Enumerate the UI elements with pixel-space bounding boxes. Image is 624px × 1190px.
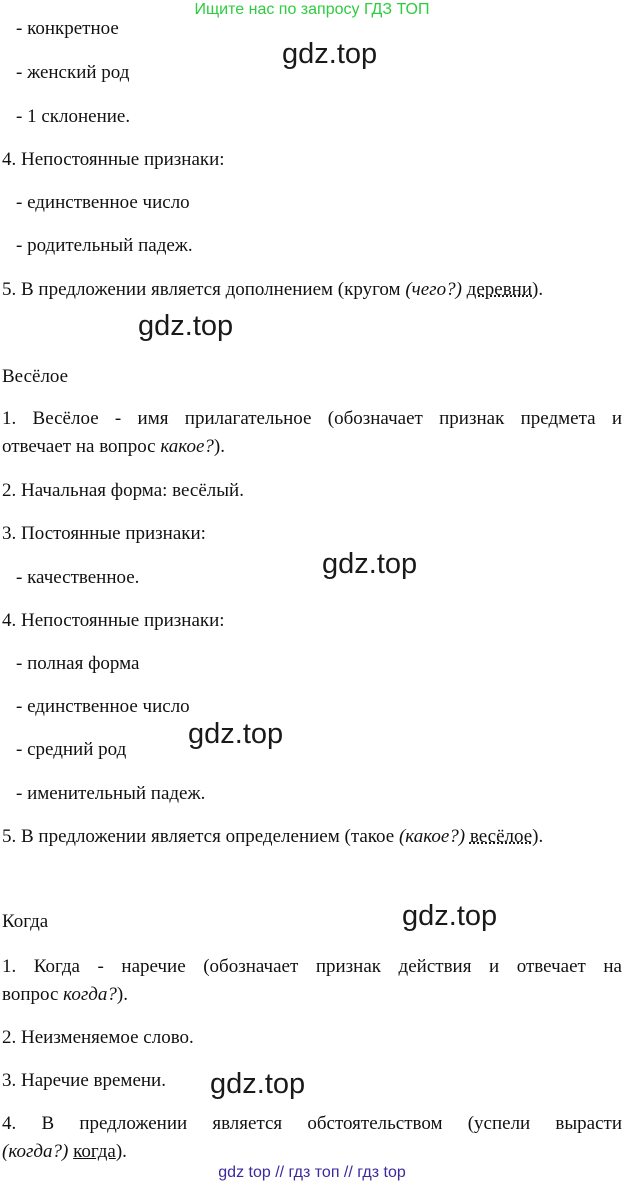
text-line: - именительный падеж. (16, 783, 206, 804)
text-line: 1. Весёлое - имя прилагательное (обозначает признак предмета и (2, 408, 622, 429)
text-line: 4. Непостоянные признаки: (2, 149, 225, 170)
watermark: gdz.top (282, 38, 378, 70)
watermark: gdz.top (210, 1068, 306, 1100)
section-title: Весёлое (2, 366, 69, 387)
text-line: - полная форма (16, 653, 140, 674)
text-line: 5. В предложении является дополнением (кругом (чего?) деревни). (2, 279, 544, 300)
text-line: - женский род (16, 62, 130, 83)
text-line: отвечает на вопрос какое?). (2, 436, 225, 457)
text-line: 4. В предложении является обстоятельством (успели вырасти (2, 1113, 622, 1134)
text-line: 5. В предложении является определением (такое (какое?) весёлое). (2, 826, 544, 847)
text-line: - родительный падеж. (16, 235, 193, 256)
text-line: 3. Постоянные признаки: (2, 523, 206, 544)
text-line: 2. Неизменяемое слово. (2, 1027, 194, 1048)
text-line: - единственное число (16, 192, 190, 213)
section-title: Когда (2, 911, 49, 932)
text-line: 2. Начальная форма: весёлый. (2, 480, 244, 501)
text-line: - качественное. (16, 567, 140, 588)
watermark: gdz.top (138, 310, 234, 342)
watermark: gdz.top (402, 900, 498, 932)
text-line: - конкретное (16, 18, 119, 39)
header-banner: Ищите нас по запросу ГДЗ ТОП (194, 1, 430, 18)
watermark: gdz.top (188, 718, 284, 750)
text-line: - средний род (16, 739, 127, 760)
text-line: 4. Непостоянные признаки: (2, 610, 225, 631)
text-line: 1. Когда - наречие (обозначает признак действия и отвечает на (2, 956, 622, 977)
footer-banner: gdz top // гдз топ // гдз top (218, 1164, 406, 1181)
text-line: (когда?) когда). (2, 1141, 127, 1162)
text-line: вопрос когда?). (2, 984, 128, 1005)
text-line: - 1 склонение. (16, 106, 131, 127)
text-line: 3. Наречие времени. (2, 1070, 166, 1091)
text-line: - единственное число (16, 696, 190, 717)
watermark: gdz.top (322, 548, 418, 580)
